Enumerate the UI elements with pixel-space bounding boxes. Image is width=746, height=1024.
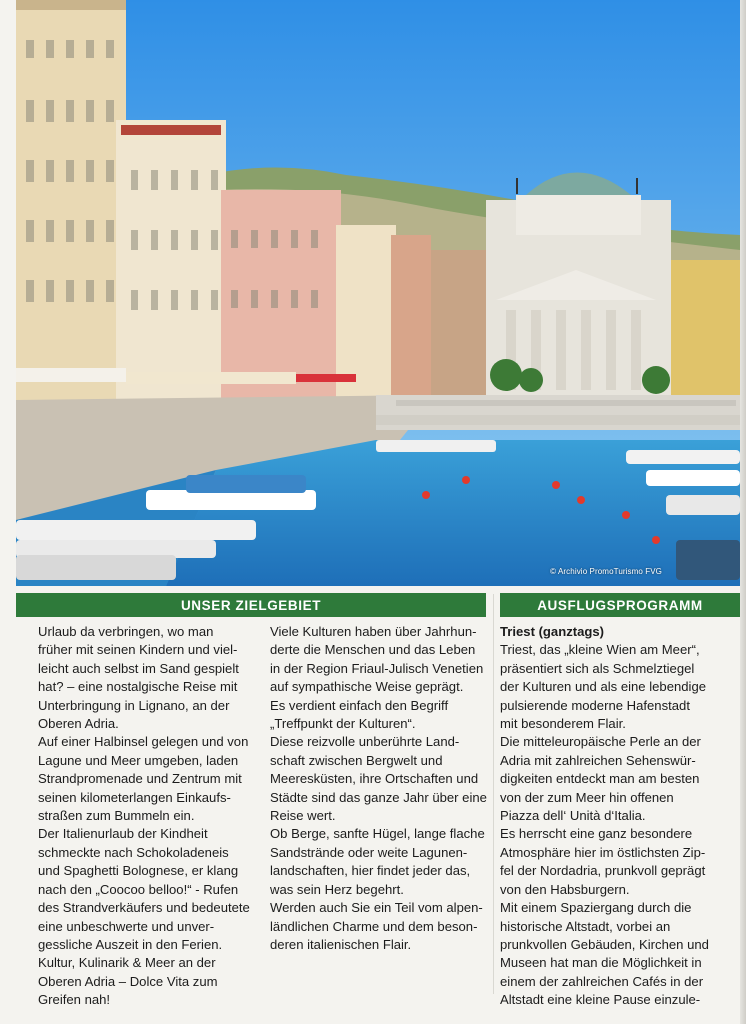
text-line: deren italienischen Flair.: [270, 936, 412, 952]
column-divider: [493, 594, 494, 994]
text-line: Es herrscht eine ganz besondere: [500, 826, 693, 842]
text-line: Strandpromenade und Zentrum mit: [38, 771, 242, 787]
text-line: Städte sind das ganze Jahr über eine: [270, 789, 487, 805]
text-line: Adria mit zahlreichen Sehenswür-: [500, 752, 696, 768]
text-line: leicht auch selbst im Sand gespielt: [38, 660, 239, 676]
text-line: in der Region Friaul-Julisch Venetien: [270, 660, 484, 676]
text-line: Sandstrände oder weite Lagunen-: [270, 844, 468, 860]
text-line: Altstadt eine kleine Pause einzule-: [500, 992, 701, 1008]
text-line: Museen hat man die Möglichkeit in: [500, 955, 702, 971]
text-line: Reise wert.: [270, 808, 336, 824]
text-line: Triest, das „kleine Wien am Meer“,: [500, 642, 700, 658]
text-line: Werden auch Sie ein Teil vom alpen-: [270, 900, 483, 916]
text-line: Atmosphäre hier im östlichsten Zip-: [500, 844, 706, 860]
text-line: ländlichen Charme und dem beson-: [270, 918, 478, 934]
text-line: was sein Herz begehrt.: [270, 881, 404, 897]
text-line: der Kulturen und als eine lebendige: [500, 679, 707, 695]
text-line: nach den „Coocoo belloo!“ - Rufen: [38, 881, 239, 897]
photo-illustration: [16, 0, 740, 586]
text-line: einem der zahlreichen Cafés in der: [500, 973, 704, 989]
text-line: digkeiten entdeckt man am besten: [500, 771, 700, 787]
text-line: Die mitteleuropäische Perle an der: [500, 734, 701, 750]
text-line: landschaften, hier findet jeder das,: [270, 863, 471, 879]
column-zielgebiet-1: [38, 623, 258, 1010]
column-ausflugsprogramm: [500, 623, 740, 1010]
text-line: straßen zum Bummeln ein.: [38, 808, 195, 824]
text-line: früher mit seinen Kindern und viel-: [38, 642, 238, 658]
column-zielgebiet-2: [270, 623, 490, 954]
text-line: schaft zwischen Bergwelt und: [270, 752, 443, 768]
text-line: mit besonderem Flair.: [500, 716, 626, 732]
text-line: Kultur, Kulinarik & Meer an der: [38, 955, 216, 971]
text-line: Urlaub da verbringen, wo man: [38, 624, 214, 639]
text-line: schmeckte nach Schokoladeneis: [38, 844, 229, 860]
text-line: Der Italienurlaub der Kindheit: [38, 826, 208, 842]
text-line: Piazza dell‘ Unità d‘Italia.: [500, 808, 646, 824]
text-line: historische Altstadt, vorbei an: [500, 918, 671, 934]
text-line: Meeresküsten, ihre Ortschaften und: [270, 771, 479, 787]
text-line: fel der Nordadria, prunkvoll geprägt: [500, 863, 706, 879]
text-line: Unterbringung in Lignano, an der: [38, 697, 230, 713]
text-line: Greifen nah!: [38, 992, 111, 1008]
trieste-canal-photo: [16, 0, 740, 586]
page-edge-shadow: [740, 0, 746, 1024]
text-line: Mit einem Spaziergang durch die: [500, 900, 692, 916]
text-line: eine unbeschwerte und unver-: [38, 918, 215, 934]
text-line: Oberen Adria.: [38, 716, 119, 732]
text-line: von den Habsburgern.: [500, 881, 630, 897]
text-line: Diese reizvolle unberührte Land-: [270, 734, 460, 750]
text-line: und Spaghetti Bolognese, er klang: [38, 863, 239, 879]
text-line: hat? – eine nostalgische Reise mit: [38, 679, 238, 695]
text-line: von der zum Meer hin offenen: [500, 789, 674, 805]
section-header-zielgebiet: UNSER ZIELGEBIET: [16, 593, 486, 617]
text-line: Viele Kulturen haben über Jahrhun-: [270, 624, 477, 639]
text-line: Oberen Adria – Dolce Vita zum: [38, 973, 218, 989]
text-line: pulsierende moderne Hafenstadt: [500, 697, 690, 713]
text-line: auf sympathische Weise geprägt.: [270, 679, 464, 695]
excursion-title: Triest (ganztags): [500, 624, 605, 639]
text-line: seinen kilometerlangen Einkaufs-: [38, 789, 231, 805]
text-line: prunkvollen Gebäuden, Kirchen und: [500, 936, 709, 952]
text-line: Lagune und Meer umgeben, laden: [38, 752, 239, 768]
text-line: Ob Berge, sanfte Hügel, lange flache: [270, 826, 485, 842]
text-line: präsentiert sich als Schmelztiegel: [500, 660, 695, 676]
photo-credit: © Archivio PromoTurismo FVG: [550, 567, 662, 576]
text-line: des Strandverkäufers und bedeutete: [38, 900, 250, 916]
text-line: gessliche Auszeit in den Ferien.: [38, 936, 223, 952]
text-line: derte die Menschen und das Leben: [270, 642, 476, 658]
text-line: „Treffpunkt der Kulturen“.: [270, 716, 416, 732]
section-header-ausflugsprogramm: AUSFLUGSPROGRAMM: [500, 593, 740, 617]
text-line: Auf einer Halbinsel gelegen und von: [38, 734, 249, 750]
text-line: Es verdient einfach den Begriff: [270, 697, 449, 713]
